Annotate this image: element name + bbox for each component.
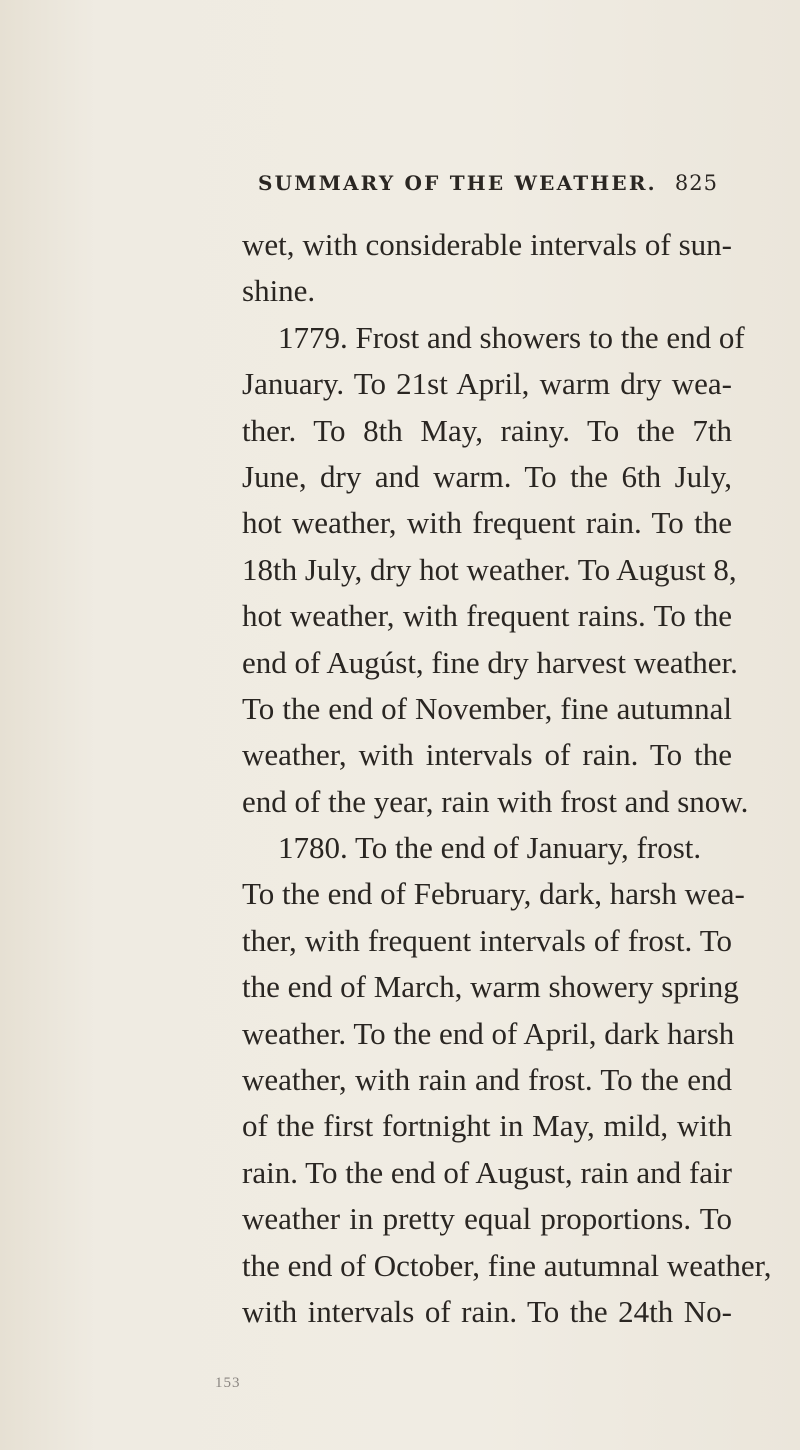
signature-mark: 153 — [215, 1375, 241, 1391]
text-line: of the first fortnight in May, mild, with — [242, 1108, 732, 1144]
text-line: weather in pretty equal proportions. To — [242, 1201, 732, 1237]
text-line: hot weather, with frequent rains. To the — [242, 598, 732, 634]
text-line: hot weather, with frequent rain. To the — [242, 505, 732, 541]
text-line: the end of October, fine autumnal weather, — [242, 1247, 772, 1283]
text-line: January. To 21st April, warm dry wea- — [242, 366, 732, 402]
text-line: weather, with rain and frost. To the end — [242, 1062, 732, 1098]
text-line: ther. To 8th May, rainy. To the 7th — [242, 412, 732, 448]
text-line: with intervals of rain. To the 24th No- — [242, 1293, 732, 1329]
text-line: end of Augúst, fine dry harvest weather. — [242, 644, 738, 680]
text-line: 1779. Frost and showers to the end of — [278, 319, 745, 355]
body-text — [242, 222, 772, 1335]
running-header — [258, 171, 718, 211]
text-line: ther, with frequent intervals of frost. To — [242, 922, 732, 958]
text-line: the end of March, warm showery spring — [242, 969, 739, 1005]
page-number: 825 — [674, 171, 718, 195]
text-line: shine. — [242, 273, 316, 309]
text-line: To the end of November, fine autumnal — [242, 690, 732, 726]
text-line: To the end of February, dark, harsh wea- — [242, 876, 745, 912]
text-line: weather, with intervals of rain. To the — [242, 737, 732, 773]
text-line: end of the year, rain with frost and snow. — [242, 783, 749, 819]
text-line: rain. To the end of August, rain and fair — [242, 1154, 732, 1190]
text-line: 18th July, dry hot weather. To August 8, — [242, 551, 737, 587]
text-line: June, dry and warm. To the 6th July, — [242, 458, 732, 494]
text-line: 1780. To the end of January, frost. — [278, 830, 702, 866]
header-title: SUMMARY OF THE WEATHER. — [258, 171, 657, 195]
text-line: weather. To the end of April, dark harsh — [242, 1015, 735, 1051]
text-line: wet, with considerable intervals of sun- — [242, 227, 732, 262]
